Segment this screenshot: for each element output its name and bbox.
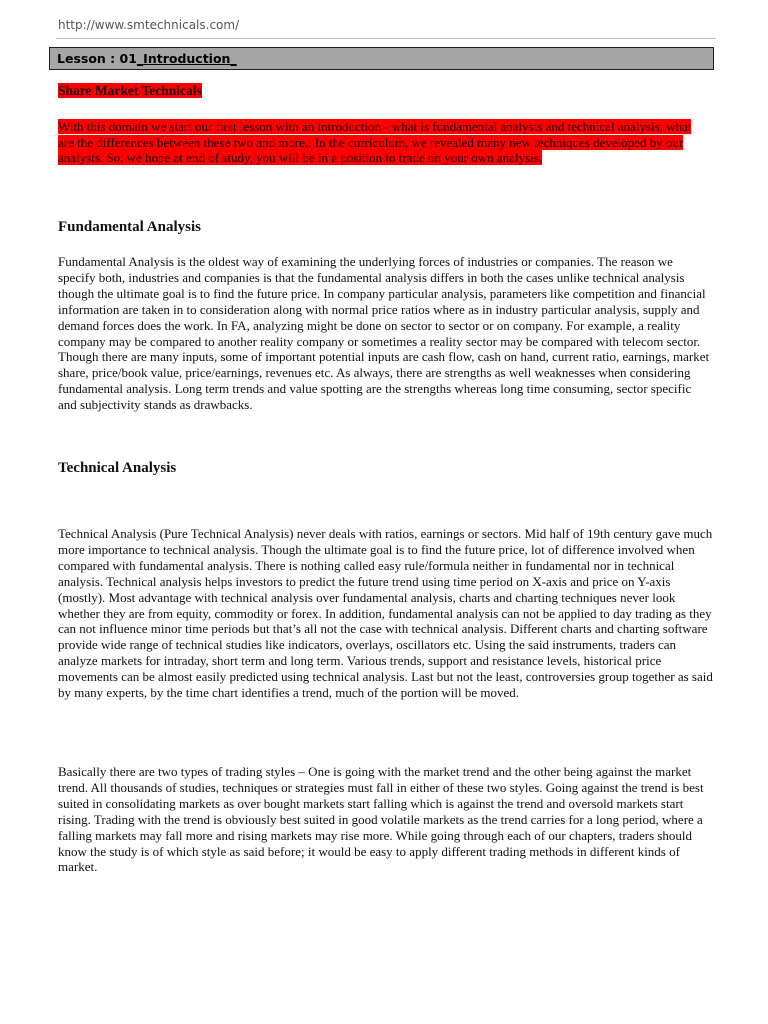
- intro-text: With this domain we start our first lesson with an introduction - what is fundamental analysis and technical analysis, what are the differences between these two and more.. In the curriculum, we revealed many new techniques developed by our analysts. So, we hope at end of study, you will be in a position to trade on your own analysis.: [58, 119, 692, 165]
- intro-paragraph: [58, 119, 708, 166]
- fundamental-paragraph: Fundamental Analysis is the oldest way of examining the underlying forces of industries or companies. The reason we specify both, industries and companies is that the fundamental analysis differs in both the cases unlike technical analysis though the ultimate goal is to find the future price. In company particular analysis, parameters like competition and financial information are taken in to consideration along with normal price ratios where as in industry particular analysis, supply and demand forces does the work. In FA, analyzing might be done on sector to sector or on company. For example, a reality company may be compared to another reality company or sometimes a reality sector may be compared with telecom sector. Though there are many inputs, some of important potential inputs are cash flow, cash on hand, current ratio, earnings, market share, price/book value, price/earnings, revenues etc. As always, there are strengths as well weaknesses when considering fundamental analysis. Long term trends and value spotting are the strengths whereas long time consuming, sector specific and subjectivity stands as drawbacks.: [58, 254, 710, 413]
- lesson-title-bar: [49, 47, 714, 70]
- header-divider: [56, 38, 716, 39]
- technical-heading: Technical Analysis: [58, 460, 177, 476]
- technical-paragraph-2: Basically there are two types of trading styles – One is going with the market trend and the other being against the market trend. All thousands of studies, techniques or strategies must fall in either of these two styles. Going against the trend is best suited in consolidating markets as over bought markets start falling which is against the trend and oversold markets start rising. Trading with the trend is obviously best suited in good volatile markets as the trend carries for a long period, where a falling markets may fall more and rising markets may rise more. While going through each of our chapters, traders should know the study is of which style as said before; it would be easy to apply different trading methods in different kinds of market.: [58, 764, 704, 875]
- technical-paragraph-1: Technical Analysis (Pure Technical Analysis) never deals with ratios, earnings or sectors. Mid half of 19th century gave much more importance to technical analysis. Though the ultimate goal is to find the future price, lot of difference involved when compared with fundamental analysis. There is nothing called easy rule/formula neither in fundamental nor in technical analysis. Technical analysis helps investors to predict the future trend using time period on X-axis and price on Y-axis (mostly). Most advantage with technical analysis over fundamental analysis, charts and charting techniques never look whether they are from equity, commodity or forex. In addition, fundamental analysis can not be applied to day trading as they can not influence minor time periods but that’s all not the case with technical analysis. Different charts and charting software provide wide range of technical studies like indicators, overlays, oscillators etc. Using the said instruments, traders can analyze markets for intraday, short term and long term. Various trends, support and resistance levels, historical price movements can be almost easily predicted using technical analysis. Last but not the least, controversies group together as said by many experts, by the time chart identifies a trend, much of the portion will be moved.: [58, 526, 713, 701]
- lesson-title: _Introduction_: [136, 51, 237, 66]
- subtitle: [58, 83, 202, 99]
- fundamental-heading: Fundamental Analysis: [58, 219, 201, 235]
- lesson-number: Lesson : 01: [57, 51, 137, 66]
- subtitle-text: Share Market Technicals: [58, 83, 202, 98]
- header-url[interactable]: http://www.smtechnicals.com/: [58, 18, 240, 32]
